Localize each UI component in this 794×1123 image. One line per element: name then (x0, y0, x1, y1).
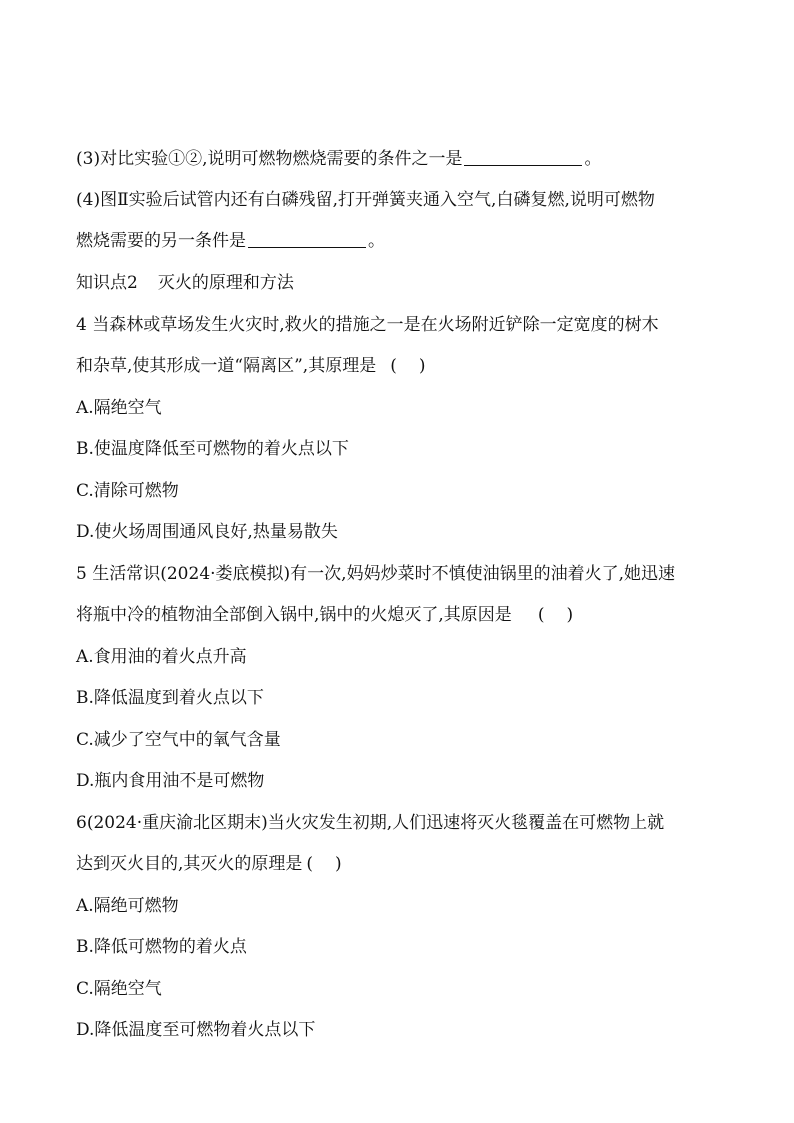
question-5-stem-line-2 (76, 604, 573, 628)
question-3 (76, 148, 601, 172)
question-4-end: 。 (368, 231, 385, 251)
option-b[interactable]: B.使温度降低至可燃物的着火点以下 (76, 439, 349, 459)
question-stem: 达到灭火目的,其灭火的原理是 (76, 854, 303, 874)
question-number: 5 (76, 564, 87, 584)
option-d[interactable]: D.瓶内食用油不是可燃物 (76, 771, 265, 791)
answer-blank-4[interactable] (248, 246, 366, 248)
section-heading (76, 272, 294, 296)
option-b[interactable]: B.降低温度到着火点以下 (76, 688, 264, 708)
question-4-stem-line-1 (76, 314, 659, 338)
option-c[interactable]: C.减少了空气中的氧气含量 (76, 730, 281, 750)
question-4-text-1: (4)图Ⅱ实验后试管内还有白磷残留,打开弹簧夹通入空气,白磷复燃,说明可燃物 (76, 190, 655, 210)
answer-paren[interactable]: ( ) (306, 854, 342, 874)
question-3-end: 。 (584, 149, 602, 169)
question-4-stem-line-2 (76, 355, 425, 379)
question-4-line-2 (76, 230, 385, 254)
question-number: 4 (76, 315, 87, 335)
option-d[interactable]: D.使火场周围通风良好,热量易散失 (76, 522, 338, 542)
option-b[interactable]: B.降低可燃物的着火点 (76, 937, 247, 957)
question-6-stem-line-1 (76, 812, 664, 836)
question-4-text-2: 燃烧需要的另一条件是 (76, 231, 246, 251)
question-6-stem-line-2 (76, 853, 342, 877)
section-title: 灭火的原理和方法 (157, 273, 294, 293)
option-c[interactable]: C.隔绝空气 (76, 979, 162, 999)
question-stem: 和杂草,使其形成一道“隔离区”,其原理是 (76, 356, 377, 376)
question-number: 6 (76, 813, 87, 833)
option-d[interactable]: D.降低温度至可燃物着火点以下 (76, 1020, 316, 1040)
answer-paren[interactable]: ( ) (537, 605, 574, 625)
answer-paren[interactable]: ( ) (390, 356, 426, 376)
question-5-stem-line-1 (76, 563, 675, 587)
question-4-line-1 (76, 189, 655, 213)
question-stem: 当森林或草场发生火灾时,救火的措施之一是在火场附近铲除一定宽度的树木 (92, 315, 659, 335)
option-a[interactable]: A.隔绝可燃物 (76, 896, 179, 916)
section-label: 知识点2 (76, 273, 138, 293)
option-c[interactable]: C.清除可燃物 (76, 481, 179, 501)
question-stem: 生活常识(2024·娄底模拟)有一次,妈妈炒菜时不慎使油锅里的油着火了,她迅速 (92, 564, 675, 584)
answer-blank-3[interactable] (464, 164, 582, 166)
question-3-text: (3)对比实验①②,说明可燃物燃烧需要的条件之一是 (76, 149, 463, 169)
option-a[interactable]: A.食用油的着火点升高 (76, 647, 247, 667)
option-a[interactable]: A.隔绝空气 (76, 398, 162, 418)
question-stem: (2024·重庆渝北区期末)当火灾发生初期,人们迅速将灭火毯覆盖在可燃物上就 (86, 813, 665, 833)
question-stem: 将瓶中冷的植物油全部倒入锅中,锅中的火熄灭了,其原因是 (76, 605, 512, 625)
